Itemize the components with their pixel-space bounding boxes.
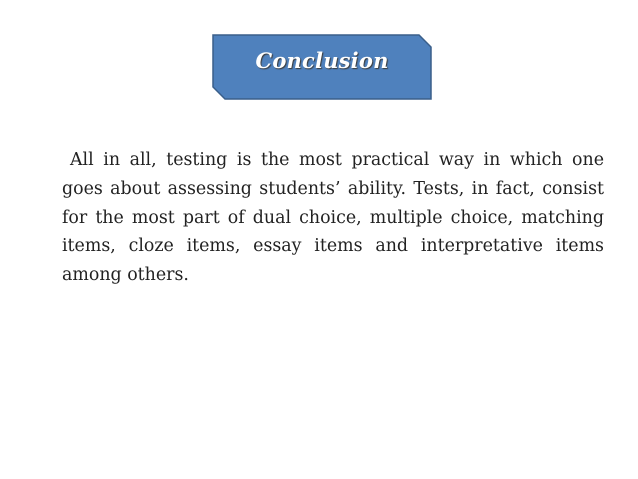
body-paragraph: All in all, testing is the most practical way in which one goes about assessing students’ ability. Tests, in fact, consist for the most part of dual choice, multiple choice, matching items, cloze items, essay items and interpretative items among others. — [62, 150, 604, 286]
slide-title: Conclusion — [255, 48, 389, 73]
title-banner — [213, 35, 431, 99]
